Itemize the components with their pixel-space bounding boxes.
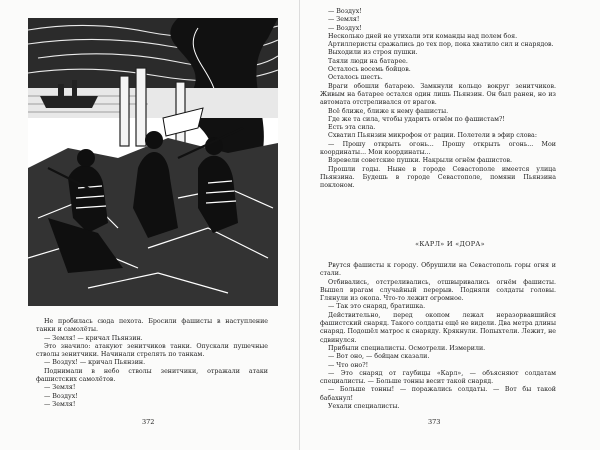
- paragraph: Отбивались, отстреливались, отшвыривались огнём фашисты. Вышел врагам случайный перерыв. Подняли солдаты головы. Глянули из окопа. Что-то лежит огромное.: [320, 278, 556, 303]
- paragraph: Это значило: атакуют зенитчиков танки. Опускали пушечные стволы зенитчики. Начинали стрелять по танкам.: [36, 342, 268, 359]
- paragraph: — Это снаряд от гаубицы «Карл», — объясняют солдатам специалисты. — Больше тонны весит такой снаряд.: [320, 369, 556, 386]
- page-number: 372: [142, 418, 155, 426]
- paragraph: Прошли годы. Ныне в городе Севастополе имеется улица Пьянзина. Будешь в городе Севастополе, помяни Пьянзина поклоном.: [320, 165, 556, 190]
- right-page-upper-text: [320, 8, 556, 191]
- paragraph: Несколько дней не утихали эти команды над полем боя.: [328, 32, 518, 40]
- paragraph: Есть эта сила.: [328, 124, 376, 132]
- left-page-text: [36, 318, 268, 409]
- paragraph: — Вот оно, — бойцам сказали.: [328, 353, 430, 361]
- right-page-lower-text: [320, 262, 556, 411]
- paragraph: — Земля!: [328, 16, 360, 24]
- paragraph: Рвутся фашисты к городу. Обрушили на Севастополь горы огня и стали.: [320, 262, 556, 278]
- paragraph: Таяли люди на батарее.: [328, 57, 408, 65]
- paragraph: Действительно, перед окопом лежал неразорвавшийся фашистский снаряд. Такого солдаты ещё не видели. Два метра длины снаряд. Подошёл матрос к снаряду. Крякнули. Попыхтели. Лежит, не сдвинулся.: [320, 311, 556, 344]
- paragraph: Где же та сила, чтобы ударить огнём по фашистам?!: [328, 115, 505, 123]
- paragraph: — Воздух!: [328, 8, 362, 15]
- paragraph: Выходили из строя пушки.: [328, 49, 418, 57]
- paragraph: Взревели советские пушки. Накрыли огнём фашистов.: [328, 157, 513, 165]
- paragraph: Враги обошли батарею. Замкнули кольцо вокруг зенитчиков. Живым на батарее остался один лишь Пьянзин. Он был ранен, но из автомата отстреливался от врагов.: [320, 82, 556, 107]
- paragraph: — Прошу открыть огонь... Прошу открыть огонь... Мои координаты... Мои координаты...: [320, 140, 556, 157]
- paragraph: — Земля!: [44, 384, 76, 392]
- paragraph: Не пробилась сюда пехота. Бросили фашисты в наступление танки и самолёты.: [36, 318, 268, 334]
- right-page: [300, 0, 600, 450]
- paragraph: Схватил Пьянзин микрофон от рации. Полетели в эфир слова:: [328, 132, 537, 140]
- page-number: 373: [428, 418, 441, 426]
- paragraph: — Воздух!: [44, 392, 78, 400]
- paragraph: — Больше тонны! — поражались солдаты. — Вот бы такой бабахнул!: [320, 386, 556, 402]
- paragraph: — Воздух!: [328, 24, 362, 32]
- section-heading: «КАРЛ» И «ДОРА»: [415, 240, 485, 248]
- paragraph: — Земля!: [44, 400, 76, 408]
- paragraph: — Воздух! — кричал Пьянзин.: [44, 359, 146, 367]
- paragraph: Поднимали в небо стволы зенитчики, отражали атаки фашистских самолётов.: [36, 367, 268, 384]
- paragraph: Всё ближе, ближе к нему фашисты.: [328, 107, 449, 115]
- battle-illustration: [28, 18, 278, 306]
- paragraph: — Что оно?!: [328, 361, 369, 369]
- paragraph: Осталось восемь бойцов.: [328, 66, 411, 74]
- paragraph: Осталось шесть.: [328, 74, 383, 82]
- paragraph: Артиллеристы сражались до тех пор, пока хватило сил и снарядов.: [328, 41, 554, 49]
- paragraph: Уехали специалисты.: [328, 403, 400, 411]
- paragraph: Прибыли специалисты. Осмотрели. Измерили.: [328, 344, 486, 352]
- paragraph: — Земля! — кричал Пьянзин.: [44, 334, 143, 342]
- paragraph: — Так это снаряд, братишка.: [328, 303, 426, 311]
